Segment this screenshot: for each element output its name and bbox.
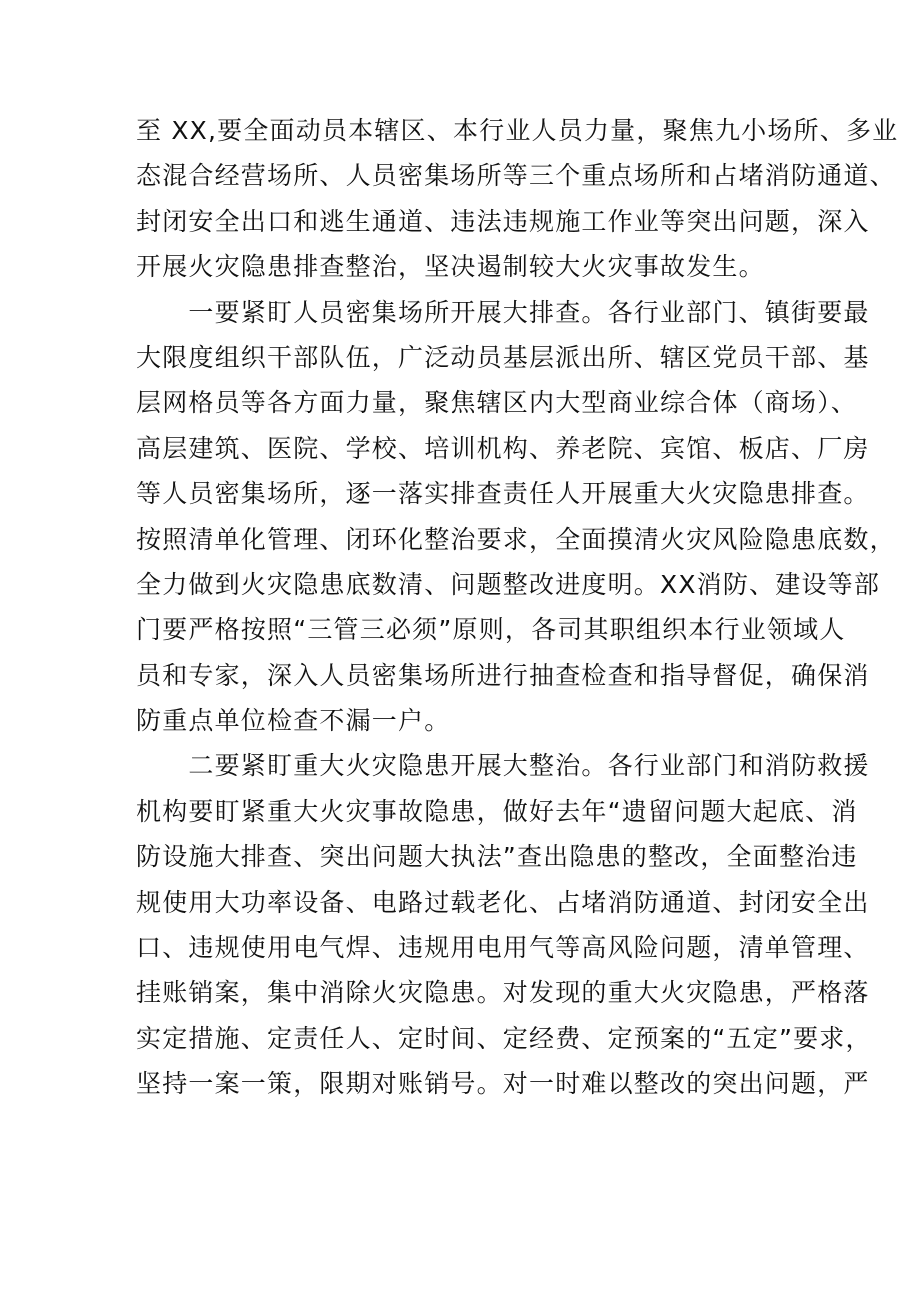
text-line: 防重点单位检查不漏一户。 xyxy=(136,706,451,736)
text-line: 态混合经营场所、人员密集场所等三个重点场所和占堵消防通道、 xyxy=(136,161,896,191)
text-line: 开展火灾隐患排查整治，坚决遏制较大火灾事故发生。 xyxy=(136,252,765,282)
text-line: 按照清单化管理、闭环化整治要求，全面摸清火灾风险隐患底数， xyxy=(136,524,896,554)
text-line: 员和专家，深入人员密集场所进行抽查检查和指导督促，确保消 xyxy=(136,660,870,690)
paragraph-investigation xyxy=(136,290,896,744)
text-line: 规使用大功率设备、电路过载老化、占堵消防通道、封闭安全出 xyxy=(136,887,870,917)
text-line: 全力做到火灾隐患底数清、问题整改进度明。XX消防、建设等部 xyxy=(136,569,881,599)
document-body xyxy=(136,108,899,1107)
text-line: 挂账销案，集中消除火灾隐患。对发现的重大火灾隐患，严格落 xyxy=(136,978,870,1008)
text-line: 门要严格按照“三管三必须”原则，各司其职组织本行业领域人 xyxy=(136,615,846,645)
paragraph-intro xyxy=(136,108,899,290)
paragraph-rectification xyxy=(136,743,872,1106)
text-line: 实定措施、定责任人、定时间、定经费、定预案的“五定”要求， xyxy=(136,1023,872,1053)
text-line: 机构要盯紧重大火灾事故隐患，做好去年“遗留问题大起底、消 xyxy=(136,796,858,826)
text-line: 等人员密集场所，逐一落实排查责任人开展重大火灾隐患排查。 xyxy=(136,479,870,509)
text-line: 坚持一案一策，限期对账销号。对一时难以整改的突出问题，严 xyxy=(136,1069,870,1099)
text-line: 层网格员等各方面力量，聚焦辖区内大型商业综合体（商场）、 xyxy=(136,388,858,418)
text-line: 防设施大排查、突出问题大执法”查出隐患的整改，全面整治违 xyxy=(136,842,858,872)
text-line: 一要紧盯人员密集场所开展大排查。各行业部门、镇街要最 xyxy=(136,297,870,327)
text-line: 大限度组织干部队伍，广泛动员基层派出所、辖区党员干部、基 xyxy=(136,342,870,372)
text-line: 口、违规使用电气焊、违规用电用气等高风险问题，清单管理、 xyxy=(136,933,870,963)
text-line: 二要紧盯重大火灾隐患开展大整治。各行业部门和消防救援 xyxy=(136,751,870,781)
text-line: 高层建筑、医院、学校、培训机构、养老院、宾馆、板店、厂房 xyxy=(136,433,870,463)
text-line: 至 XX,要全面动员本辖区、本行业人员力量，聚焦九小场所、多业 xyxy=(136,116,899,145)
text-line: 封闭安全出口和逃生通道、违法违规施工作业等突出问题，深入 xyxy=(136,206,870,236)
